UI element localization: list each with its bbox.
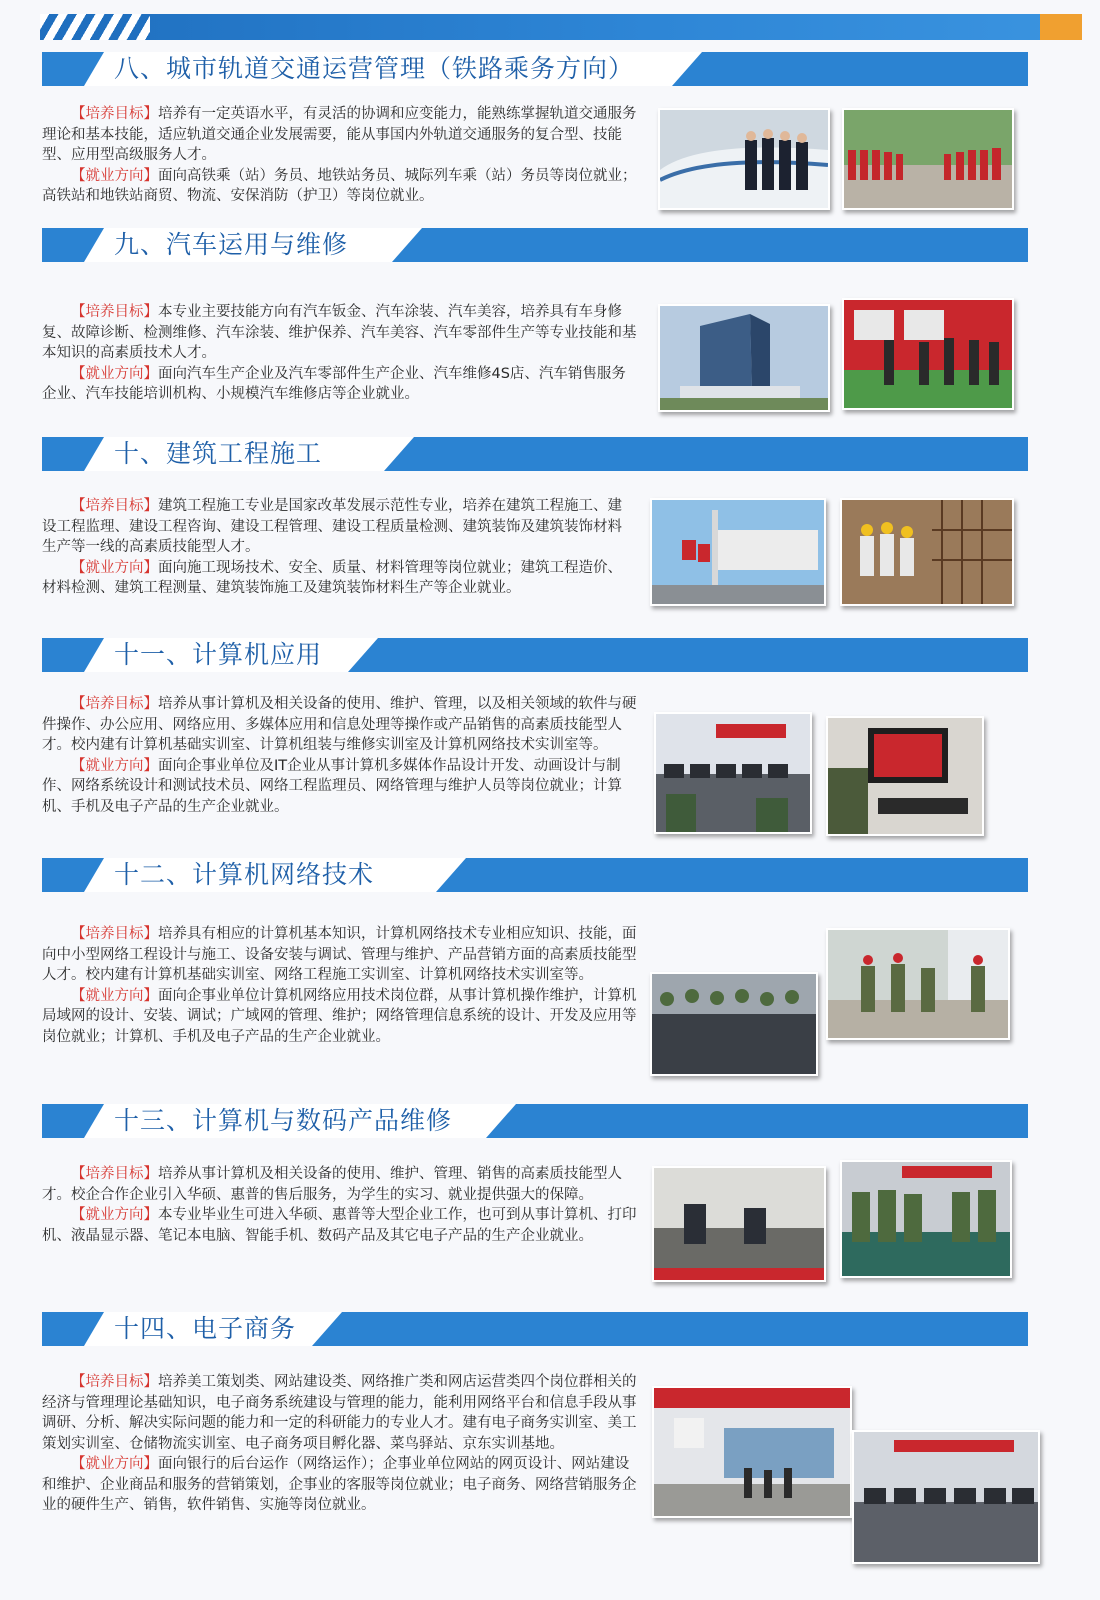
job-text: 面向汽车生产企业及汽车零部件生产企业、汽车维修4S店、汽车销售服务企业、汽车技能培训机构、小规模汽车维修店等企业就业。 [42, 365, 626, 402]
photo-computer-lab [654, 712, 812, 834]
goal-text: 培养从事计算机及相关设备的使用、维护、管理，以及相关领域的软件与硬件操作、办公应用、网络应用、多媒体应用和信息处理等操作或产品销售的高素质技能型人才。校内建有计算机基础实训室、计算机组装与维修实训室及计算机网络技术实训室等。 [42, 696, 637, 753]
section-body [42, 104, 638, 207]
goal-tag: 【培养目标】 [71, 1166, 158, 1182]
section-body [42, 694, 638, 817]
section-header [42, 1312, 1028, 1346]
section-title: 十四、电子商务 [114, 1314, 297, 1343]
section-header [42, 1104, 1028, 1138]
section-body [42, 496, 628, 599]
goal-text: 建筑工程施工专业是国家改革发展示范性专业，培养在建筑工程施工、建设工程监理、建设工程咨询、建设工程管理、建设工程质量检测、建筑装饰及建筑装饰材料生产等一线的高素质技能型人才。 [42, 498, 622, 555]
photo-school-gate [650, 498, 826, 606]
goal-tag: 【培养目标】 [71, 106, 158, 122]
section-header [42, 638, 1028, 672]
orange-accent [1040, 14, 1082, 40]
section-title: 九、汽车运用与维修 [114, 230, 349, 259]
job-tag: 【就业方向】 [71, 167, 158, 184]
goal-text: 本专业主要技能方向有汽车钣金、汽车涂装、汽车美容，培养具有车身修复、故障诊断、检测维修、汽车涂装、维护保养、汽车美容、汽车零部件生产等专业技能和基本知识的高素质技术人才。 [42, 304, 637, 361]
top-decorative-band [40, 14, 1060, 40]
job-tag: 【就业方向】 [71, 757, 158, 774]
photo-repair-practice [840, 1160, 1012, 1278]
photo-construction-site [840, 498, 1014, 606]
goal-text: 培养有一定英语水平，有灵活的协调和应变能力，能熟练掌握轨道交通服务理论和基本技能，适应轨道交通企业发展需要，能从事国内外轨道交通服务的复合型、技能型、应用型高级服务人才。 [42, 106, 637, 163]
job-text: 面向企事业单位及IT企业从事计算机多媒体作品设计开发、动画设计与制作、网络系统设计和测试技术员、网络工程监理员、网络管理与维护人员等岗位就业；计算机、手机及电子产品的生产企业就业。 [42, 757, 622, 815]
goal-tag: 【培养目标】 [71, 304, 158, 320]
job-tag: 【就业方向】 [71, 365, 158, 382]
job-tag: 【就业方向】 [71, 559, 158, 576]
job-tag: 【就业方向】 [71, 1456, 158, 1472]
photo-attendants-lineup [842, 108, 1014, 210]
section-body [42, 1372, 642, 1516]
section-title: 十一、计算机应用 [114, 640, 323, 669]
section-header [42, 858, 1028, 892]
photo-ecommerce-building [652, 1386, 852, 1518]
photo-repair-class [652, 1166, 826, 1282]
photo-student-at-computer [826, 716, 984, 836]
photo-repair-workshop [842, 298, 1014, 410]
section-title: 八、城市轨道交通运营管理（铁路乘务方向） [114, 54, 635, 83]
job-text: 面向施工现场技术、安全、质量、材料管理等岗位就业；建筑工程造价、材料检测、建筑工程测量、建筑装饰施工及建筑装饰材料生产等企业就业。 [42, 559, 622, 596]
stripe-pattern [40, 14, 150, 40]
job-text: 本专业毕业生可进入华硕、惠普等大型企业工作，也可到从事计算机、打印机、液晶显示器、笔记本电脑、智能手机、数码产品及其它电子产品的生产企业就业。 [42, 1207, 637, 1244]
photo-train-crew [658, 108, 830, 210]
job-tag: 【就业方向】 [71, 1207, 158, 1223]
section-body [42, 924, 640, 1047]
section-title: 十、建筑工程施工 [114, 439, 323, 468]
section-header [42, 437, 1028, 471]
section-title: 十三、计算机与数码产品维修 [114, 1106, 453, 1135]
goal-text: 培养美工策划类、网站建设类、网络推广类和网店运营类四个岗位群相关的经济与管理理论基础知识，电子商务系统建设与管理的能力，能利用网络平台和信息手段从事调研、分析、解决实际问题的能力和一定的科研能力的专业人才。建有电子商务实训室、美工策划实训室、仓储物流实训室、电子商务项目孵化器、菜鸟驿站、京东实训基地。 [42, 1374, 637, 1452]
job-text: 面向企事业单位计算机网络应用技术岗位群，从事计算机操作维护，计算机局域网的设计、安装、调试；广域网的管理、维护；网络管理信息系统的设计、开发及应用等岗位就业；计算机、手机及电子产品的生产企业就业。 [42, 987, 637, 1045]
photo-field-training [826, 928, 1010, 1040]
section-header [42, 52, 1028, 86]
job-text: 面向高铁乘（站）务员、地铁站务员、城际列车乘（站）务员等岗位就业；高铁站和地铁站商贸、物流、安保消防（护卫）等岗位就业。 [42, 167, 637, 204]
goal-tag: 【培养目标】 [71, 926, 158, 942]
photo-campus-building [658, 304, 830, 412]
goal-tag: 【培养目标】 [71, 1374, 158, 1390]
job-text: 面向银行的后台运作（网络运作）；企事业单位网站的网页设计、网站建设和维护、企业商品和服务的营销策划，企事业的客服等岗位就业；电子商务、网络营销服务企业的硬件生产、销售，软件销售、实施等岗位就业。 [42, 1456, 637, 1513]
goal-text: 培养从事计算机及相关设备的使用、维护、管理、销售的高素质技能型人才。校企合作企业引入华硕、惠普的售后服务，为学生的实习、就业提供强大的保障。 [42, 1166, 622, 1203]
photo-network-training [650, 972, 818, 1076]
goal-tag: 【培养目标】 [71, 498, 158, 514]
section-body [42, 1164, 642, 1246]
section-body [42, 302, 638, 405]
section-title: 十二、计算机网络技术 [114, 860, 375, 889]
section-header [42, 228, 1028, 262]
goal-tag: 【培养目标】 [71, 696, 158, 712]
photo-ecommerce-lab [852, 1430, 1040, 1564]
job-tag: 【就业方向】 [71, 987, 158, 1004]
goal-text: 培养具有相应的计算机基本知识，计算机网络技术专业相应知识、技能，面向中小型网络工程设计与施工、设备安装与调试、管理与维护、产品营销方面的高素质技能型人才。校内建有计算机基础实训室、网络工程施工实训室、计算机网络技术实训室等。 [42, 926, 637, 983]
